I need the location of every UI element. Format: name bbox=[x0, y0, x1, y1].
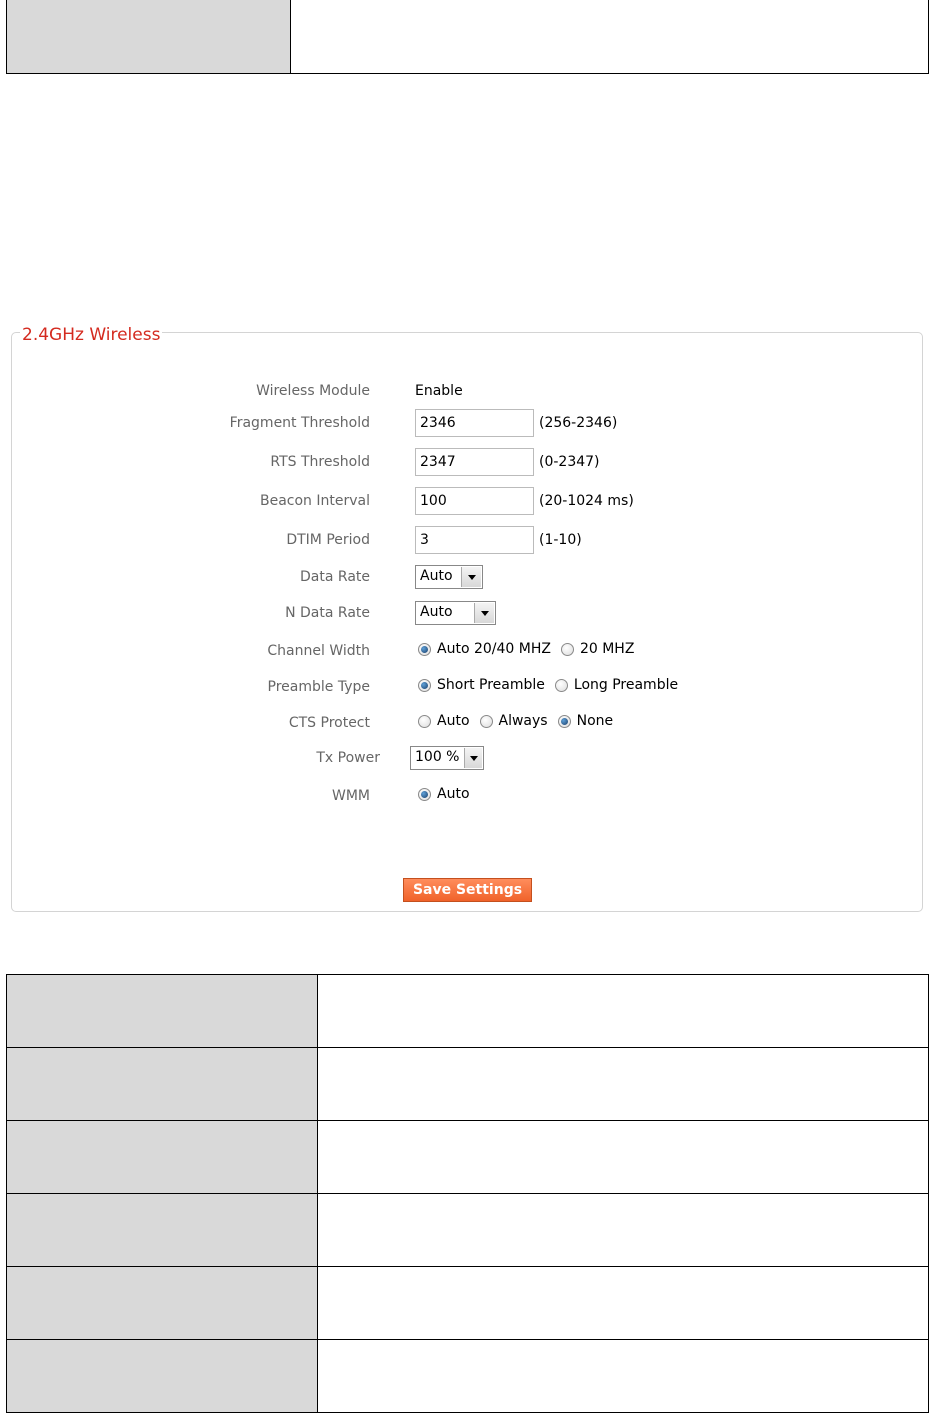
channel-width-label: Channel Width bbox=[267, 643, 370, 659]
wmm-option-auto-label: Auto bbox=[437, 786, 470, 802]
row-n-data-rate bbox=[12, 601, 922, 627]
beacon-interval-hint: (20-1024 ms) bbox=[539, 493, 634, 509]
preamble-option-short-label: Short Preamble bbox=[437, 677, 545, 693]
table-row-right-cell bbox=[318, 1048, 928, 1120]
table-row-right-cell bbox=[318, 1194, 928, 1266]
cts-protect-label: CTS Protect bbox=[288, 715, 370, 731]
table-row bbox=[7, 1194, 928, 1267]
radio-checked-icon[interactable] bbox=[558, 715, 571, 728]
table-row-right-cell bbox=[318, 1267, 928, 1339]
table-row-left-cell bbox=[7, 1340, 318, 1412]
top-table-right-cell bbox=[291, 0, 928, 73]
row-wmm bbox=[12, 784, 922, 810]
tx-power-select[interactable] bbox=[410, 746, 484, 770]
dtim-period-label: DTIM Period bbox=[286, 532, 370, 548]
rts-threshold-label: RTS Threshold bbox=[270, 454, 370, 470]
save-settings-button[interactable]: Save Settings bbox=[403, 878, 532, 902]
radio-checked-icon[interactable] bbox=[418, 679, 431, 692]
wmm-radio-group bbox=[418, 786, 480, 802]
channel-width-option-auto-label: Auto 20/40 MHZ bbox=[437, 641, 551, 657]
preamble-type-radio-group bbox=[418, 677, 688, 693]
table-row-right-cell bbox=[318, 975, 928, 1047]
bottom-table bbox=[6, 974, 929, 1413]
cts-option-always-label: Always bbox=[498, 713, 548, 729]
table-row-right-cell bbox=[318, 1340, 928, 1412]
table-row-left-cell bbox=[7, 1194, 318, 1266]
n-data-rate-select[interactable] bbox=[415, 601, 496, 625]
data-rate-label: Data Rate bbox=[300, 569, 370, 585]
channel-width-option-auto[interactable] bbox=[418, 641, 551, 657]
row-preamble-type bbox=[12, 675, 922, 701]
rts-threshold-input[interactable] bbox=[415, 448, 534, 476]
table-row-right-cell bbox=[318, 1121, 928, 1193]
row-fragment-threshold bbox=[12, 409, 922, 435]
table-row bbox=[7, 1048, 928, 1121]
tx-power-selected: 100 % bbox=[415, 749, 460, 765]
cts-option-auto[interactable] bbox=[418, 713, 470, 729]
wmm-label: WMM bbox=[331, 788, 370, 804]
panel-title: 2.4GHz Wireless bbox=[22, 325, 161, 345]
n-data-rate-label: N Data Rate bbox=[285, 605, 370, 621]
radio-unchecked-icon[interactable] bbox=[555, 679, 568, 692]
radio-unchecked-icon[interactable] bbox=[418, 715, 431, 728]
radio-unchecked-icon[interactable] bbox=[480, 715, 493, 728]
chevron-down-icon[interactable] bbox=[474, 603, 494, 623]
rts-threshold-hint: (0-2347) bbox=[539, 454, 600, 470]
channel-width-option-20mhz-label: 20 MHZ bbox=[579, 641, 635, 657]
dtim-period-hint: (1-10) bbox=[539, 532, 582, 548]
radio-unchecked-icon[interactable] bbox=[561, 643, 574, 656]
table-row-left-cell bbox=[7, 975, 318, 1047]
cts-option-always[interactable] bbox=[480, 713, 548, 729]
row-cts-protect bbox=[12, 711, 922, 737]
channel-width-option-20mhz[interactable] bbox=[561, 641, 634, 657]
table-row bbox=[7, 975, 928, 1048]
fragment-threshold-label: Fragment Threshold bbox=[229, 415, 370, 431]
fragment-threshold-hint: (256-2346) bbox=[539, 415, 618, 431]
preamble-option-long[interactable] bbox=[555, 677, 678, 693]
row-channel-width bbox=[12, 639, 922, 665]
data-rate-select[interactable] bbox=[415, 565, 483, 589]
tx-power-label: Tx Power bbox=[316, 750, 380, 766]
row-wireless-module bbox=[12, 379, 922, 405]
wireless-module-value: Enable bbox=[415, 383, 463, 399]
wireless-module-label: Wireless Module bbox=[256, 383, 370, 399]
beacon-interval-input[interactable] bbox=[415, 487, 534, 515]
chevron-down-icon[interactable] bbox=[461, 567, 481, 587]
table-row-left-cell bbox=[7, 1267, 318, 1339]
channel-width-radio-group bbox=[418, 641, 644, 657]
n-data-rate-selected: Auto bbox=[420, 604, 453, 620]
row-dtim-period bbox=[12, 526, 922, 552]
wireless-settings-panel bbox=[11, 325, 923, 912]
row-tx-power bbox=[12, 746, 922, 772]
radio-checked-icon[interactable] bbox=[418, 788, 431, 801]
table-row bbox=[7, 1267, 928, 1340]
cts-protect-radio-group bbox=[418, 713, 623, 729]
table-row-left-cell bbox=[7, 1048, 318, 1120]
cts-option-auto-label: Auto bbox=[437, 713, 470, 729]
row-beacon-interval bbox=[12, 487, 922, 513]
row-data-rate bbox=[12, 565, 922, 591]
preamble-option-long-label: Long Preamble bbox=[573, 677, 679, 693]
top-table bbox=[6, 0, 929, 74]
preamble-option-short[interactable] bbox=[418, 677, 545, 693]
data-rate-selected: Auto bbox=[420, 568, 453, 584]
preamble-type-label: Preamble Type bbox=[267, 679, 370, 695]
table-row-left-cell bbox=[7, 1121, 318, 1193]
chevron-down-icon[interactable] bbox=[464, 748, 482, 768]
table-row bbox=[7, 1340, 928, 1413]
cts-option-none-label: None bbox=[576, 713, 614, 729]
top-table-left-cell bbox=[7, 0, 291, 73]
dtim-period-input[interactable] bbox=[415, 526, 534, 554]
wmm-option-auto[interactable] bbox=[418, 786, 470, 802]
radio-checked-icon[interactable] bbox=[418, 643, 431, 656]
cts-option-none[interactable] bbox=[558, 713, 614, 729]
fragment-threshold-input[interactable] bbox=[415, 409, 534, 437]
beacon-interval-label: Beacon Interval bbox=[260, 493, 370, 509]
table-row bbox=[7, 1121, 928, 1194]
row-rts-threshold bbox=[12, 448, 922, 474]
